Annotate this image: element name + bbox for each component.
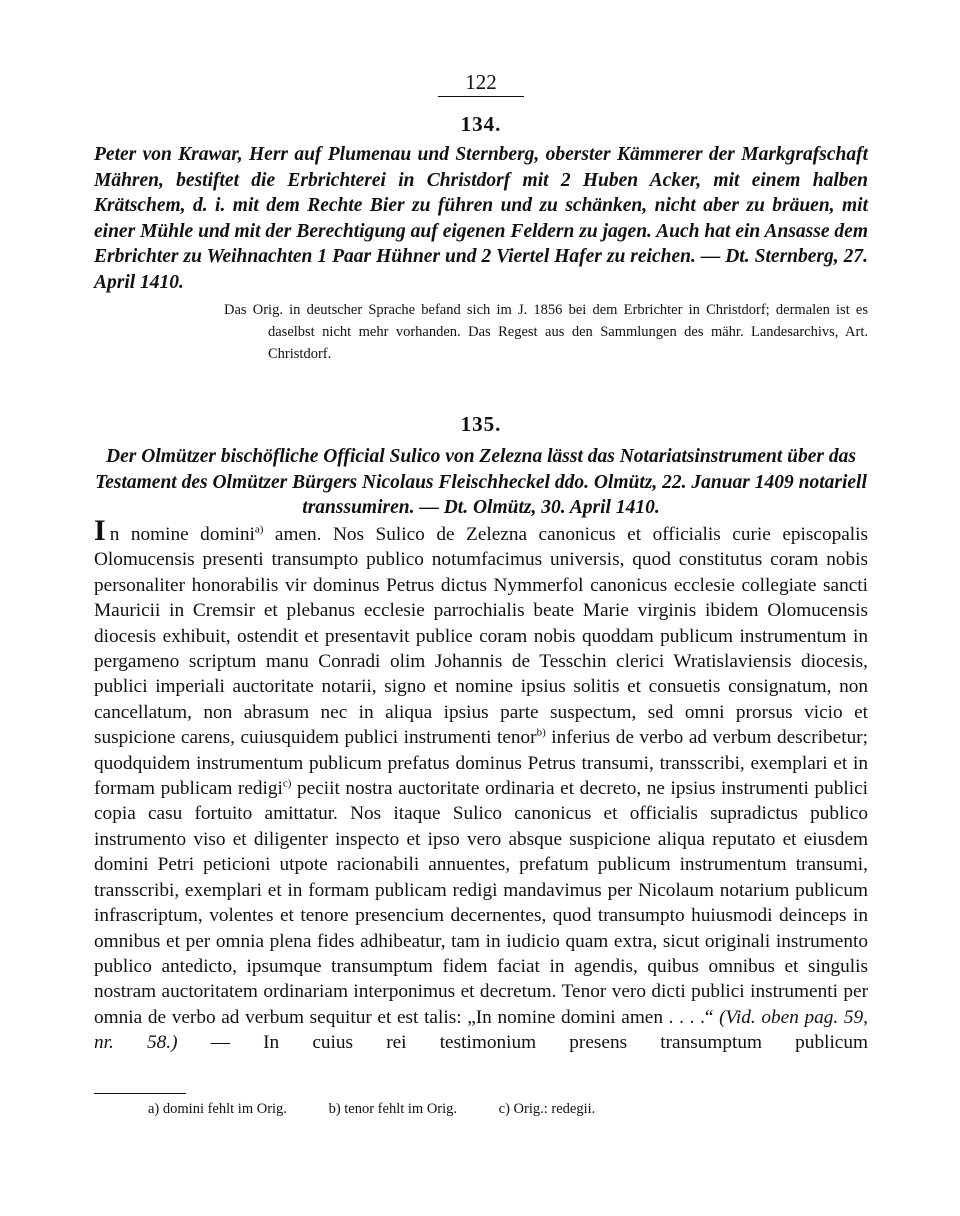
body-text-3: inferius de verbo ad verbum describetur; quodquidem instrumentum publicum prefatus dominus Petrus transumi, transscribi, exemplari et in formam publicam redigi	[94, 727, 868, 800]
footnote-mark-a: a)	[254, 523, 264, 536]
footnote-rule	[94, 1093, 186, 1094]
document-135-text	[94, 514, 869, 1056]
document-134-note	[224, 299, 868, 365]
document-134-number: 134.	[460, 112, 502, 136]
footnote-c: c) Orig.: redegii.	[498, 1101, 596, 1117]
body-text-2: amen. Nos Sulico de Zelezna canonicus et officialis curie episcopalis Olomucensis presenti transumpto publico notumfacimus universis, quod constitutus coram nobis personaliter honorabilis vir dominus Petrus dictus Nymmerfol canonicus ecclesie collegiate sancti Mauricii in Cremsir et plebanus ecclesie parrochialis beate Marie virginis ibidem Olomucensis diocesis exhibuit, ostendit et presentavit publice coram nobis quoddam publicum instrumentum in pergameno scriptum manu Conradi olim Johannis de Tesschin clerici Wratislaviensis diocesis, publici imperiali auctoritate notarii, signo et nomine ipsius solitis et consuetis consignatum, non cancellatum, non abrasum nec in aliqua ipsius parte suspectum, sed omni prorsus vicio et suspicione carens, cuiusquidem publici instrumenti tenor	[94, 524, 869, 749]
initial-letter: I	[94, 514, 106, 547]
footnote-mark-c: c)	[282, 777, 292, 790]
note-text: in deutscher Sprache befand sich im J. 1856 bei dem Erbrichter in Christdorf; dermalen ist es daselbst nicht mehr vorhanden. Das Regest aus den Sammlungen des mähr. Landesarchivs, Art. Christdorf.	[268, 302, 869, 362]
body-text-4: peciit nostra auctoritate ordinaria et decreto, ne ipsius instrumenti publici copia casu fortuito amittatur. Nos itaque Sulico canonicus et officialis supradictus publico instrumento viso et diligenter inspecto et ipso vero absque suspicione aliqua reputato et eiusdem domini Petri peticioni utpote racionabili annuentes, prefatum publicum instrumentum transumi, transscribi, exemplari et in formam publicam redigi mandavimus per Nicolaum notarium publicum infrascriptum, volentes et tenore presencium decernentes, quod transumpto huiusmodi deinceps in omnibus et per omnia plena fides adhibeatur, tam in iudicio quam extra, sicut originali instrumento publico antedicto, ipsumque transumptum fidem faciat in agendis, quibus omnibus et singulis nostram auctoritatem ordinariam interponimus et decretum. Tenor vero dicti publici instrumenti per omnia de verbo ad verbum sequitur et est talis: „In nomine domini amen . . . .“	[94, 778, 869, 1028]
body-text-5: — In cuius rei testimonium presens transumptum publicum	[177, 1032, 868, 1054]
document-134-regest: Peter von Krawar, Herr auf Plumenau und Sternberg, oberster Kämmerer der Markgrafschaft Mähren, bestiftet die Erbrichterei in Christdorf mit 2 Huben Acker, mit einem halben Krätschem, d. i. mit dem Rechte Bier zu führen und zu schänken, nicht aber zu bräuen, mit einer Mühle und mit der Berechtigung auf eigenen Feldern zu jagen. Auch hat ein Ansasse dem Erbrichter zu Weihnachten 1 Paar Hühner und 2 Viertel Hafer zu reichen. — Dt. Sternberg, 27. April 1410.	[94, 144, 868, 293]
footnotes	[148, 1101, 868, 1118]
footnote-a: a) domini fehlt im Orig.	[148, 1101, 287, 1117]
note-lead: Das Orig.	[224, 302, 283, 318]
footnote-b: b) tenor fehlt im Orig.	[328, 1101, 458, 1117]
footnote-mark-b: b)	[536, 726, 546, 739]
page-number: 122	[465, 70, 497, 94]
body-text-1: n nomine domini	[109, 524, 255, 545]
header-rule	[438, 96, 524, 97]
document-135-regest: Der Olmützer bischöfliche Official Sulico von Zelezna lässt das Notariatsinstrument über das Testament des Olmützer Bürgers Nicolaus Fleischheckel ddo. Olmütz, 22. Januar 1409 notariell transsumiren. — Dt. Olmütz, 30. April 1410.	[95, 446, 867, 518]
document-135-number: 135.	[460, 412, 502, 436]
cross-reference: (Vid. oben pag. 59, nr. 58.)	[94, 1006, 868, 1054]
